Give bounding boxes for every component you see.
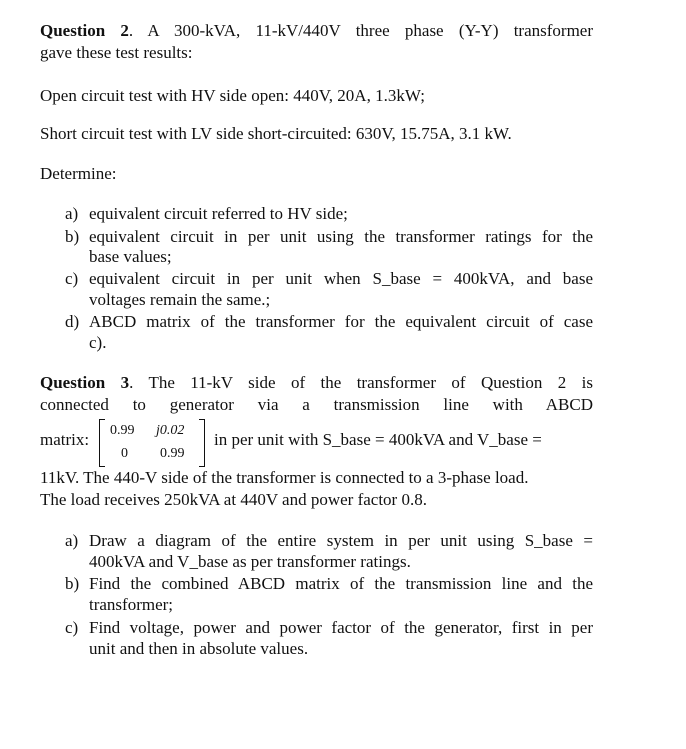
q2-item-a-marker: a) <box>65 204 79 223</box>
q2-intro-a: . A 300-kVA, 11-kV/440V three phase (Y-Y) transformer <box>128 21 593 40</box>
q2-item-b-line2: base values; <box>89 247 172 266</box>
matrix-cell-b: j0.02 <box>156 423 185 438</box>
q2-item-c-line1: equivalent circuit in per unit when S_base = 400kVA, and base <box>89 269 593 288</box>
matrix-cell-d: 0.99 <box>160 446 185 461</box>
q2-label: Question 2 <box>40 21 129 40</box>
q3-item-c-line2: unit and then in absolute values. <box>89 639 309 658</box>
q2-short-circuit: Short circuit test with LV side short-circuited: 630V, 15.75A, 3.1 kW. <box>40 124 512 143</box>
matrix-cell-c: 0 <box>121 446 128 461</box>
q2-item-d-line1: ABCD matrix of the transformer for the equivalent circuit of case <box>89 312 593 331</box>
q2-item-a-line1: equivalent circuit referred to HV side; <box>89 204 348 223</box>
q3-item-b-marker: b) <box>65 574 80 593</box>
q3-intro-line2: connected to generator via a transmission line with ABCD <box>40 395 593 414</box>
q3-item-c-marker: c) <box>65 618 79 637</box>
q3-matrix-label: matrix: <box>40 430 90 449</box>
q2-item-b-line1: equivalent circuit in per unit using the transformer ratings for the <box>89 227 593 246</box>
q3-intro-a: . The 11-kV side of the transformer of Question 2 is <box>129 373 593 392</box>
q2-determine: Determine: <box>40 164 117 183</box>
q2-item-d-marker: d) <box>65 312 80 331</box>
q2-item-c-line2: voltages remain the same.; <box>89 290 271 309</box>
q3-after-matrix: in per unit with S_base = 400kVA and V_base = <box>214 430 542 449</box>
matrix-cell-a: 0.99 <box>110 423 135 438</box>
q2-item-b-marker: b) <box>65 227 80 246</box>
q2-open-circuit: Open circuit test with HV side open: 440V, 20A, 1.3kW; <box>40 86 425 105</box>
q2-item-d-line2: c). <box>89 333 107 352</box>
matrix-left-bracket <box>99 419 105 467</box>
q2-intro-line1 <box>40 21 593 41</box>
q3-item-a-line1: Draw a diagram of the entire system in per unit using S_base = <box>89 531 593 550</box>
q3-item-a-marker: a) <box>65 531 79 550</box>
q3-item-b-line1: Find the combined ABCD matrix of the transmission line and the <box>89 574 593 593</box>
q3-item-a-line2: 400kVA and V_base as per transformer ratings. <box>89 552 411 571</box>
matrix-right-bracket <box>199 419 205 467</box>
q3-item-b-line2: transformer; <box>89 595 174 614</box>
q3-line-c: 11kV. The 440-V side of the transformer is connected to a 3-phase load. <box>40 468 529 487</box>
q2-item-c-marker: c) <box>65 269 79 288</box>
q3-item-c-line1: Find voltage, power and power factor of the generator, first in per <box>89 618 593 637</box>
q3-line-d: The load receives 250kVA at 440V and power factor 0.8. <box>40 490 427 509</box>
q3-label: Question 3 <box>40 373 130 392</box>
q2-intro-line2: gave these test results: <box>40 43 193 62</box>
q3-intro-line1 <box>40 373 593 393</box>
